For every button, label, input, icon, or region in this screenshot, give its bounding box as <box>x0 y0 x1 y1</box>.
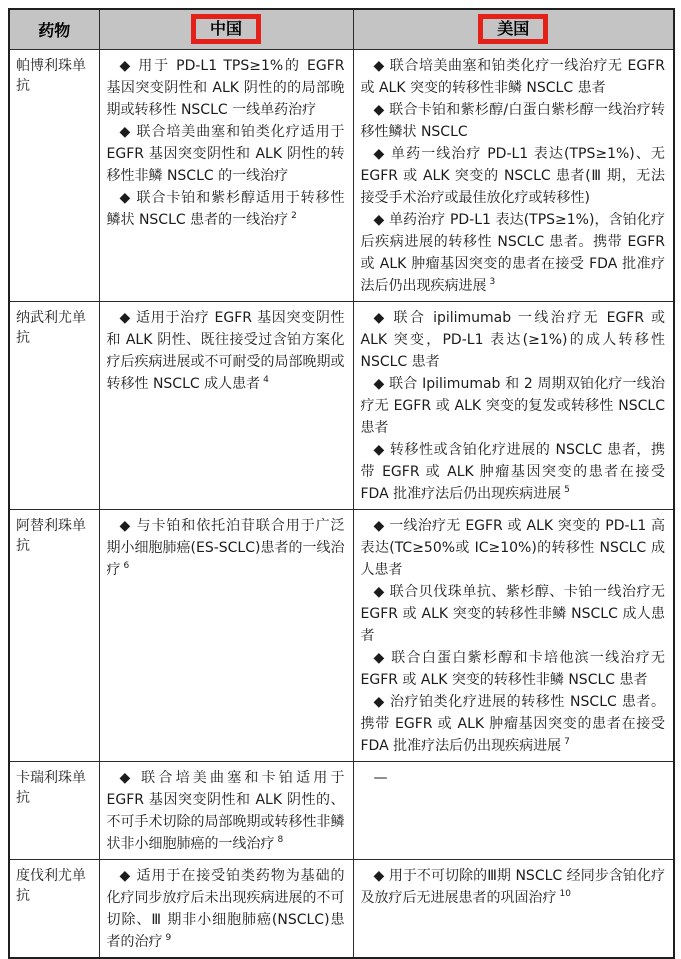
col-header-china-label: 中国 <box>209 19 242 39</box>
china-indications-cell <box>99 509 353 761</box>
table-row-nivolumab <box>9 301 674 509</box>
indication-bullet: ◆ 联合培美曲塞和卡铂适用于 EGFR 基因突变阴性和 ALK 阴性的、不可手术切除的局部晚期或转移性非鳞状非小细胞肺癌的一线治疗 $^8$ <box>106 769 345 852</box>
drug-name-cell <box>9 761 99 859</box>
usa-indications-cell <box>353 761 674 859</box>
reference-superscript: 6 <box>123 560 130 571</box>
table-row-durvalumab <box>9 859 674 958</box>
reference-superscript: 2 <box>291 210 297 221</box>
china-indications-cell <box>99 859 353 958</box>
empty-indication-dash: — <box>373 769 388 786</box>
reference-superscript: 8 <box>277 834 284 845</box>
indication-bullet: ◆ 用于不可切除的Ⅲ期 NSCLC 经同步含铂化疗及放疗后无进展患者的巩固治疗 $^{10}$ <box>360 867 665 906</box>
drug-name: 度伐利尤单抗 <box>16 867 86 904</box>
col-header-usa <box>353 9 674 49</box>
reference-superscript: 4 <box>263 374 269 385</box>
indication-bullet: ◆ 联合贝伐珠单抗、紫杉醇、卡铂一线治疗无 EGFR 或 ALK 突变的转移性非鳞 NSCLC 成人患者 <box>360 583 665 644</box>
highlight-box-china <box>191 14 261 44</box>
drug-name: 帕博利珠单抗 <box>16 57 86 94</box>
indication-bullet: ◆ 联合白蛋白紫杉醇和卡培他滨一线治疗无 EGFR 或 ALK 突变的转移性非鳞 NSCLC 患者 <box>360 649 665 688</box>
indication-bullet: ◆ 治疗铂类化疗进展的转移性 NSCLC 患者。携带 EGFR 或 ALK 肿瘤基因突变的患者在接受 FDA 批准疗法后仍出现疾病进展 $^7$ <box>360 693 665 754</box>
col-header-china <box>99 9 353 49</box>
drug-name: 阿替利珠单抗 <box>16 517 86 554</box>
china-indications-cell <box>99 761 353 859</box>
drug-approval-comparison-table <box>8 8 675 959</box>
usa-indications-cell <box>353 301 674 509</box>
drug-name-cell <box>9 49 99 301</box>
highlight-box-usa <box>478 14 548 44</box>
header-row <box>9 9 674 49</box>
reference-superscript: 5 <box>564 484 570 495</box>
reference-superscript: 9 <box>165 932 172 943</box>
drug-name: 卡瑞利珠单抗 <box>16 769 86 806</box>
col-header-drug-label: 药物 <box>38 20 71 40</box>
indication-bullet: ◆ 一线治疗无 EGFR 或 ALK 突变的 PD-L1 高表达(TC≥50%或 IC≥10%)的转移性 NSCLC 成人患者 <box>360 517 665 578</box>
table-row-camrelizumab <box>9 761 674 859</box>
indication-bullet: ◆ 转移性或含铂化疗进展的 NSCLC 患者，携带 EGFR 或 ALK 肿瘤基因突变的患者在接受 FDA 批准疗法后仍出现疾病进展 $^5$ <box>360 441 665 502</box>
reference-superscript: 10 <box>559 888 571 899</box>
col-header-drug <box>9 9 99 49</box>
indication-bullet: ◆ 联合培美曲塞和铂类化疗适用于 EGFR 基因突变阴性和 ALK 阴性的转移性非鳞 NSCLC 的一线治疗 <box>106 123 345 184</box>
col-header-usa-label: 美国 <box>497 19 530 39</box>
table-row-pembrolizumab <box>9 49 674 301</box>
china-indications-cell <box>99 301 353 509</box>
indication-bullet: ◆ 用于 PD-L1 TPS≥1%的 EGFR 基因突变阴性和 ALK 阴性的的局部晚期或转移性 NSCLC 一线单药治疗 <box>106 57 345 118</box>
indication-bullet: ◆ 单药治疗 PD-L1 表达(TPS≥1%)，含铂化疗后疾病进展的转移性 NSCLC 患者。携带 EGFR 或 ALK 肿瘤基因突变的患者在接受 FDA 批准疗法后仍出现疾病进展 $^3$ <box>360 211 665 294</box>
china-indications-cell <box>99 49 353 301</box>
indication-bullet: ◆ 联合 ipilimumab 一线治疗无 EGFR 或 ALK 突变，PD-L1 表达(≥1%)的成人转移性 NSCLC 患者 <box>360 309 665 370</box>
indication-bullet: ◆ 联合卡铂和紫杉醇/白蛋白紫杉醇一线治疗转移性鳞状 NSCLC <box>360 101 665 140</box>
indication-bullet: ◆ 与卡铂和依托泊苷联合用于广泛期小细胞肺癌(ES-SCLC)患者的一线治疗 $^6$ <box>106 517 345 578</box>
indication-bullet: ◆ 联合卡铂和紫杉醇适用于转移性鳞状 NSCLC 患者的一线治疗 $^2$ <box>106 189 345 228</box>
drug-name-cell <box>9 859 99 958</box>
drug-name: 纳武利尤单抗 <box>16 309 86 346</box>
indication-bullet: ◆ 联合培美曲塞和铂类化疗一线治疗无 EGFR 或 ALK 突变的转移性非鳞 NSCLC 患者 <box>360 57 665 96</box>
indication-bullet: ◆ 适用于在接受铂类药物为基础的化疗同步放疗后未出现疾病进展的不可切除、Ⅲ 期非小细胞肺癌(NSCLC)患者的治疗 $^9$ <box>106 867 345 950</box>
table-row-atezolizumab <box>9 509 674 761</box>
reference-superscript: 3 <box>489 276 496 287</box>
indication-bullet: ◆ 单药一线治疗 PD-L1 表达(TPS≥1%)、无 EGFR 或 ALK 突变的 NSCLC 患者(Ⅲ 期，无法接受手术治疗或最佳放化疗或转移性) <box>360 145 665 206</box>
indication-bullet: ◆ 联合 Ipilimumab 和 2 周期双铂化疗一线治疗无 EGFR 或 ALK 突变的复发或转移性 NSCLC 患者 <box>360 375 665 436</box>
drug-name-cell <box>9 301 99 509</box>
indication-bullet: ◆ 适用于治疗 EGFR 基因突变阴性和 ALK 阴性、既往接受过含铂方案化疗后疾病进展或不可耐受的局部晚期或转移性 NSCLC 成人患者 $^4$ <box>106 309 345 392</box>
usa-indications-cell <box>353 859 674 958</box>
usa-indications-cell <box>353 509 674 761</box>
drug-name-cell <box>9 509 99 761</box>
usa-indications-cell <box>353 49 674 301</box>
reference-superscript: 7 <box>564 736 570 747</box>
